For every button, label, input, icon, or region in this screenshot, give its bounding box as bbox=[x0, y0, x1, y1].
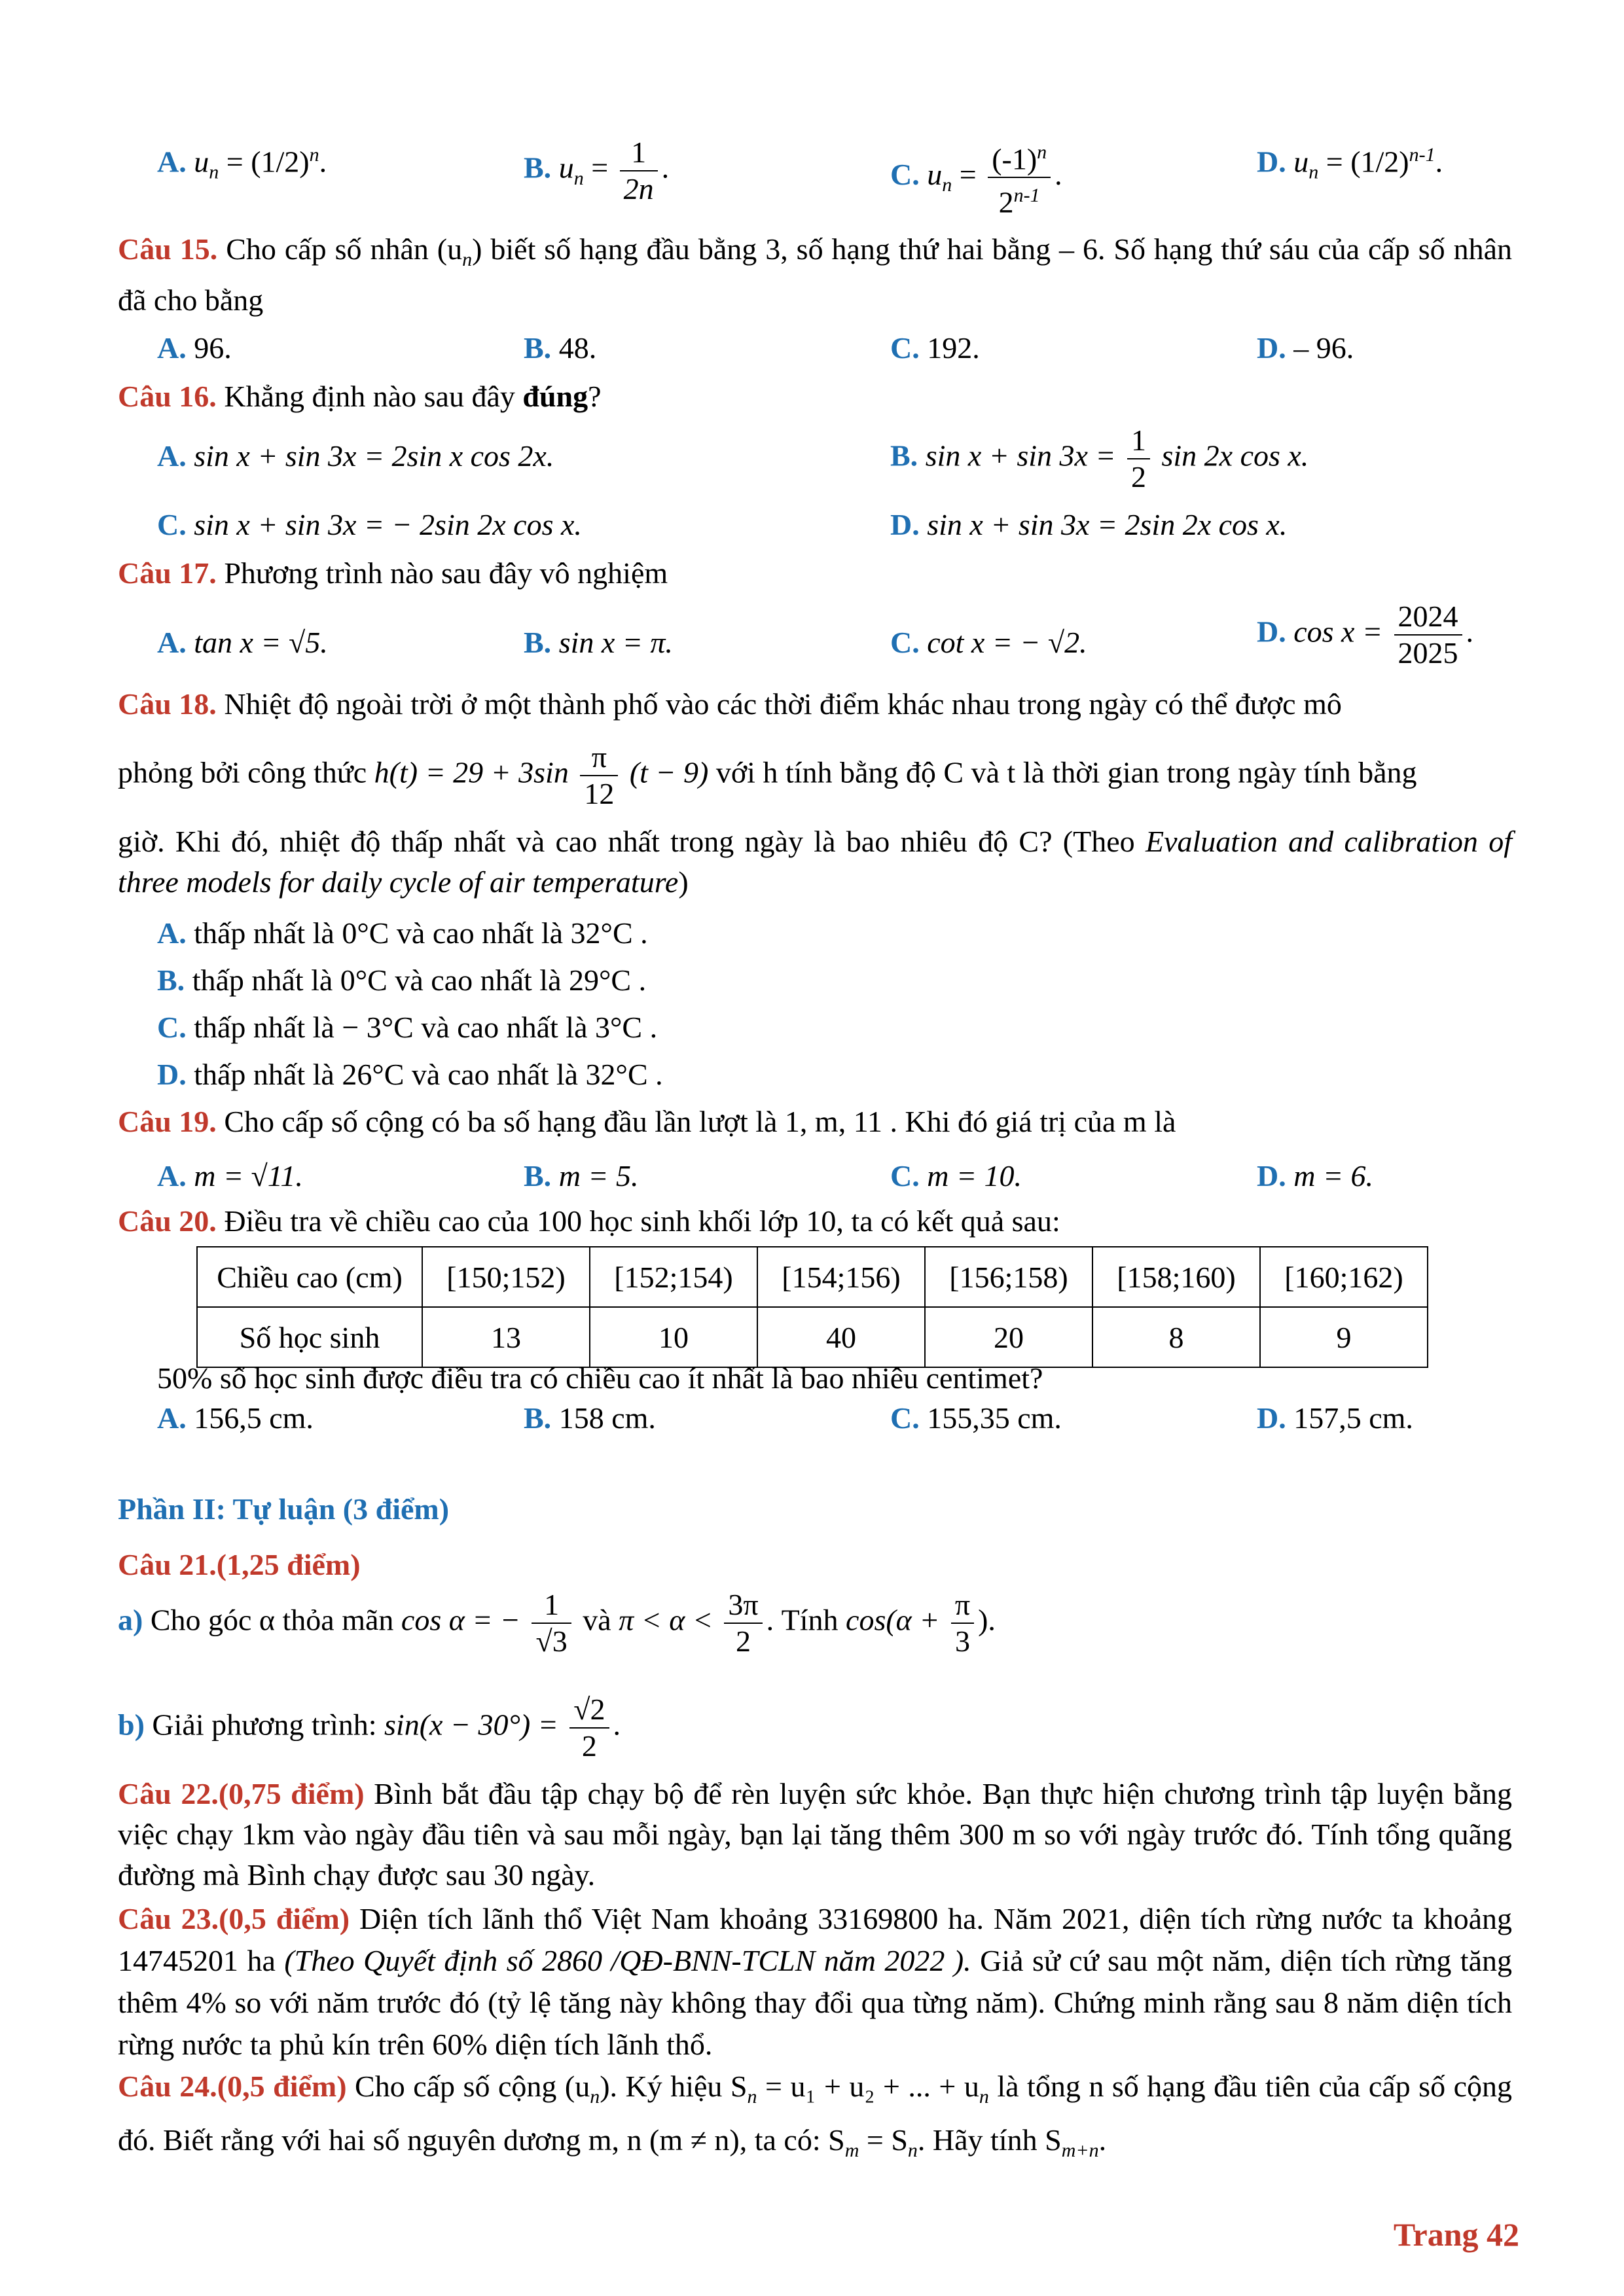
q14-c-fraction: $\frac{(-1)^n}{2^{n-1}}$ bbox=[988, 135, 1051, 221]
table-header-count: Số học sinh bbox=[197, 1307, 422, 1367]
q24-text: Câu 24.(0,5 điểm) Cho cấp số cộng $(u_n)$. Ký hiệu $S_n = u_1 + u_2$ + ... + $u_n$ là tổng n số hạng đầu tiên của cấp số cộng đó. Biết rằng với hai số nguyên dương m, n (m ≠ n), ta có: $S_m = S_n$. Hãy tính $S_{m+n}$. bbox=[118, 2070, 1512, 2162]
q20-option-c[interactable]: C. 155,35 cm. bbox=[890, 1401, 1062, 1435]
table-row bbox=[197, 1247, 1428, 1307]
table-cell: 13 bbox=[422, 1307, 590, 1367]
q20-options bbox=[0, 1401, 1624, 1453]
q18-option-a[interactable]: A. thấp nhất là 0°C và cao nhất là 32°C . bbox=[157, 916, 648, 950]
q16-option-a[interactable]: A. sin x + sin 3x = 2sin x cos 2x. bbox=[157, 439, 554, 473]
q20-question: 50% số học sinh được điều tra có chiều cao ít nhất là bao nhiêu centimet? bbox=[157, 1361, 1043, 1395]
q20-option-d[interactable]: D. 157,5 cm. bbox=[1257, 1401, 1413, 1435]
q20-stem: Câu 20. Điều tra về chiều cao của 100 học sinh khối lớp 10, ta có kết quả sau: bbox=[118, 1204, 1060, 1238]
q14-b-fraction: $\frac{1}{2n}$ bbox=[620, 135, 658, 207]
q23-text: Câu 23.(0,5 điểm) Diện tích lãnh thổ Việt Nam khoảng 33169800 ha. Năm 2021, diện tích rừng nước ta khoảng 14745201 ha (Theo Quyết định số 2860 /QĐ-BNN-TCLN năm 2022 ). Giả sử cứ sau một năm, diện tích rừng tăng thêm 4% so với năm trước đó (tỷ lệ tăng này không thay đổi qua từng năm). Chứng minh rằng sau 8 năm diện tích rừng nước ta phủ kín trên 60% diện tích lãnh thổ. bbox=[118, 1902, 1513, 2061]
q15-options bbox=[0, 331, 1624, 383]
q19-option-c[interactable]: C. m = 10. bbox=[890, 1159, 1022, 1193]
q14-option-b[interactable]: B. $u_n$ = $\frac{1}{2n}$ . bbox=[524, 135, 670, 206]
table-cell: 9 bbox=[1260, 1307, 1428, 1367]
q18-line3: giờ. Khi đó, nhiệt độ thấp nhất và cao nhất trong ngày là bao nhiêu độ C? (Theo Evaluation and calibration of three models for daily cycle of air temperature) bbox=[118, 825, 1513, 899]
table-cell: 40 bbox=[757, 1307, 925, 1367]
q15-option-c[interactable]: C. 192. bbox=[890, 331, 980, 365]
height-distribution-table bbox=[196, 1246, 1428, 1368]
q17-options bbox=[0, 600, 1624, 671]
q14-options bbox=[0, 135, 1624, 219]
q14-option-a[interactable]: A. $u_n = (1/2)^n$. bbox=[157, 144, 327, 183]
q19-option-d[interactable]: D. m = 6. bbox=[1257, 1159, 1373, 1193]
q17-stem: Câu 17. Phương trình nào sau đây vô nghiệm bbox=[118, 556, 668, 590]
q21-a-cos-fraction: $\frac{1}{√3}$ bbox=[532, 1587, 571, 1659]
q18-formula-fraction: $\frac{\pi}{12}$ bbox=[580, 740, 618, 812]
q15-stem: Câu 15. Cho cấp số nhân $(u_n)$ biết số hạng đầu bằng 3, số hạng thứ hai bằng – 6. Số hạng thứ sáu của cấp số nhân đã cho bằng bbox=[118, 232, 1513, 317]
q21-title: Câu 21.(1,25 điểm) bbox=[118, 1548, 361, 1581]
q17-option-b[interactable]: B. sin x = π. bbox=[524, 626, 673, 659]
q16-stem: Câu 16. Khẳng định nào sau đây đúng? bbox=[118, 380, 602, 413]
q16-options-row1 bbox=[0, 423, 1624, 493]
q17-option-c[interactable]: C. cot x = − √2. bbox=[890, 626, 1087, 659]
q18-option-b[interactable]: B. thấp nhất là 0°C và cao nhất là 29°C . bbox=[157, 963, 647, 997]
q18-option-d[interactable]: D. thấp nhất là 26°C và cao nhất là 32°C . bbox=[157, 1058, 663, 1091]
table-cell: [158;160) bbox=[1092, 1247, 1260, 1307]
q20-option-b[interactable]: B. 158 cm. bbox=[524, 1401, 656, 1435]
q18-line2: phỏng bởi công thức h(t) = 29 + 3sin $\frac{\pi}{12}$ (t − 9) với h tính bằng độ C và t là thời gian trong ngày tính bằng bbox=[118, 740, 1417, 810]
q16-option-d[interactable]: D. sin x + sin 3x = 2sin 2x cos x. bbox=[890, 508, 1288, 541]
q21-part-a: a) Cho góc α thỏa mãn cos α = − $\frac{1}{√3}$ và π < α < $\frac{3\pi}{2}$ . Tính cos(α + $\frac{\pi}{3}$ ). bbox=[118, 1588, 996, 1658]
table-cell: [156;158) bbox=[925, 1247, 1092, 1307]
q19-option-a[interactable]: A. m = √11. bbox=[157, 1159, 303, 1193]
q17-d-fraction: $\frac{2024}{2025}$ bbox=[1394, 599, 1462, 671]
part2-heading: Phần II: Tự luận (3 điểm) bbox=[118, 1492, 450, 1526]
table-header-height: Chiều cao (cm) bbox=[197, 1247, 422, 1307]
q21-b-fraction: $\frac{√2}{2}$ bbox=[569, 1692, 609, 1764]
q18-option-c[interactable]: C. thấp nhất là − 3°C và cao nhất là 3°C . bbox=[157, 1011, 658, 1044]
q14-option-c[interactable]: C. $u_n$ = $\frac{(-1)^n}{2^{n-1}}$ . bbox=[890, 135, 1062, 221]
q22-text: Câu 22.(0,75 điểm) Bình bắt đầu tập chạy bộ để rèn luyện sức khỏe. Bạn thực hiện chương trình tập luyện bằng việc chạy 1km vào ngày đầu tiên và sau mỗi ngày, bạn lại tăng thêm 300 m so với ngày trước đó. Tính tổng quãng đường mà Bình chạy được sau 30 ngày. bbox=[118, 1777, 1512, 1892]
table-cell: [150;152) bbox=[422, 1247, 590, 1307]
q16-option-c[interactable]: C. sin x + sin 3x = − 2sin 2x cos x. bbox=[157, 508, 582, 541]
q15-option-a[interactable]: A. 96. bbox=[157, 331, 232, 365]
page-number: Trang 42 bbox=[1393, 2216, 1519, 2253]
q21-part-b: b) Giải phương trình: sin(x − 30°) = $\frac{√2}{2}$ . bbox=[118, 1693, 621, 1763]
table-cell: [152;154) bbox=[590, 1247, 757, 1307]
q20-option-a[interactable]: A. 156,5 cm. bbox=[157, 1401, 314, 1435]
q15-option-d[interactable]: D. – 96. bbox=[1257, 331, 1354, 365]
q18-line1: Câu 18. Nhiệt độ ngoài trời ở một thành phố vào các thời điểm khác nhau trong ngày có thể được mô bbox=[118, 687, 1342, 721]
q14-option-d[interactable]: D. $u_n = (1/2)^{n-1}$. bbox=[1257, 144, 1443, 183]
q15-option-b[interactable]: B. 48. bbox=[524, 331, 597, 365]
table-cell: [160;162) bbox=[1260, 1247, 1428, 1307]
q21-a-target-fraction: $\frac{\pi}{3}$ bbox=[951, 1587, 974, 1659]
q19-option-b[interactable]: B. m = 5. bbox=[524, 1159, 639, 1193]
q19-stem: Câu 19. Cho cấp số cộng có ba số hạng đầu lần lượt là 1, m, 11 . Khi đó giá trị của m là bbox=[118, 1105, 1176, 1138]
q16-option-b[interactable]: B. sin x + sin 3x = $\frac{1}{2}$ sin 2x cos x. bbox=[890, 423, 1309, 493]
q16-options-row2 bbox=[0, 507, 1624, 560]
q21-a-ineq-fraction: $\frac{3\pi}{2}$ bbox=[724, 1587, 762, 1659]
table-cell: 8 bbox=[1092, 1307, 1260, 1367]
q17-option-a[interactable]: A. tan x = √5. bbox=[157, 626, 328, 659]
table-cell: 20 bbox=[925, 1307, 1092, 1367]
table-cell: 10 bbox=[590, 1307, 757, 1367]
table-cell: [154;156) bbox=[757, 1247, 925, 1307]
q16-b-fraction: $\frac{1}{2}$ bbox=[1127, 423, 1150, 495]
q17-option-d[interactable]: D. cos x = $\frac{2024}{2025}$ . bbox=[1257, 600, 1474, 670]
